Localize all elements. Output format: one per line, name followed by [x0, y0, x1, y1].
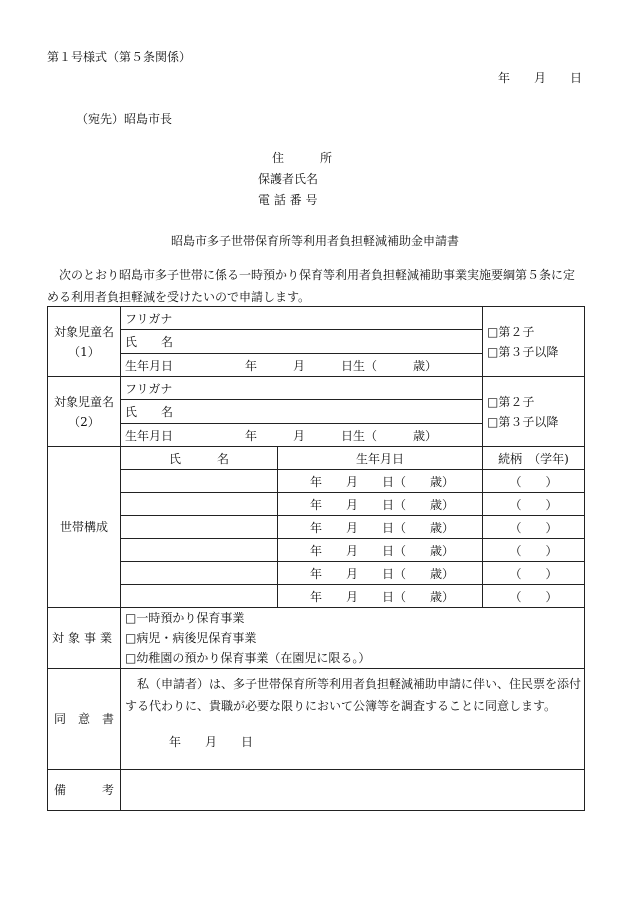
member-name-field[interactable] [121, 493, 278, 516]
document-title: 昭島市多子世帯保育所等利用者負担軽減補助金申請書 [170, 234, 459, 248]
household-row [48, 493, 585, 516]
member-birth-field[interactable]: 年 月 日（ 歳） [278, 470, 483, 493]
applicant-block [258, 148, 332, 211]
address-label: 住 所 [272, 151, 333, 165]
services-options [121, 608, 585, 669]
child1-furigana-row [48, 307, 585, 330]
household-row [48, 585, 585, 608]
member-name-field[interactable] [121, 539, 278, 562]
member-relation-field[interactable]: （ ） [483, 562, 585, 585]
child2-furigana-row [48, 377, 585, 400]
consent-label: 同 意 書 [48, 669, 121, 770]
member-relation-field[interactable]: （ ） [483, 493, 585, 516]
child2-order-checks [483, 377, 585, 447]
submission-date: 年 月 日 [497, 71, 582, 85]
child1-number: （1） [68, 344, 100, 359]
child2-second-checkbox[interactable]: □第２子 [487, 394, 535, 409]
addressee: （宛先）昭島市長 [76, 112, 173, 126]
guardian-name-label: 保護者氏名 [258, 172, 319, 186]
service-temporary-checkbox[interactable]: □一時預かり保育事業 [125, 611, 245, 625]
member-name-field[interactable] [121, 516, 278, 539]
member-birth-field[interactable]: 年 月 日（ 歳） [278, 585, 483, 608]
services-label: 対象事業 [48, 608, 121, 669]
member-birth-field[interactable]: 年 月 日（ 歳） [278, 516, 483, 539]
member-name-field[interactable] [121, 470, 278, 493]
household-col-relation: 続柄 （学年) [483, 447, 585, 470]
remarks-label: 備 考 [48, 770, 121, 811]
member-name-field[interactable] [121, 585, 278, 608]
form-number: 第１号様式（第５条関係） [47, 50, 192, 64]
household-row [48, 516, 585, 539]
consent-cell [121, 669, 585, 770]
child2-label: 対象児童名 [53, 394, 114, 409]
child1-label-cell [48, 307, 121, 377]
remarks-row [48, 770, 585, 811]
household-row [48, 470, 585, 493]
child1-order-checks [483, 307, 585, 377]
child2-name-field[interactable]: 氏 名 [121, 400, 483, 424]
child1-second-checkbox[interactable]: □第２子 [487, 324, 535, 339]
service-kindergarten-checkbox[interactable]: □幼稚園の預かり保育事業（在園児に限る。） [125, 651, 371, 665]
household-row [48, 539, 585, 562]
remarks-field[interactable] [121, 770, 585, 811]
child2-furigana-field[interactable]: フリガナ [121, 377, 483, 400]
household-col-birth: 生年月日 [278, 447, 483, 470]
member-relation-field[interactable]: （ ） [483, 539, 585, 562]
child1-third-checkbox[interactable]: □第３子以降 [487, 344, 559, 359]
household-col-name: 氏 名 [121, 447, 278, 470]
intro-paragraph: 次のとおり昭島市多子世帯に係る一時預かり保育等利用者負担軽減補助事業実施要綱第５条に定める利用者負担軽減を受けたいので申請します。 [47, 268, 576, 304]
services-row [48, 608, 585, 669]
child2-label-cell [48, 377, 121, 447]
phone-label: 電 話 番 号 [258, 193, 318, 207]
member-relation-field[interactable]: （ ） [483, 585, 585, 608]
child1-birth-field[interactable]: 生年月日 年 月 日生（ 歳） [121, 354, 483, 377]
child2-third-checkbox[interactable]: □第３子以降 [487, 414, 559, 429]
child1-label: 対象児童名 [53, 324, 114, 339]
consent-row [48, 669, 585, 770]
member-relation-field[interactable]: （ ） [483, 470, 585, 493]
child2-number: （2） [68, 414, 100, 429]
member-birth-field[interactable]: 年 月 日（ 歳） [278, 493, 483, 516]
member-name-field[interactable] [121, 562, 278, 585]
household-row [48, 562, 585, 585]
application-table [47, 306, 585, 811]
child2-birth-field[interactable]: 生年月日 年 月 日生（ 歳） [121, 424, 483, 447]
consent-date[interactable]: 年 月 日 [169, 735, 254, 749]
member-birth-field[interactable]: 年 月 日（ 歳） [278, 562, 483, 585]
service-sick-child-checkbox[interactable]: □病児・病後児保育事業 [125, 631, 257, 645]
member-relation-field[interactable]: （ ） [483, 516, 585, 539]
household-label: 世帯構成 [48, 447, 121, 608]
child1-furigana-field[interactable]: フリガナ [121, 307, 483, 330]
child1-name-field[interactable]: 氏 名 [121, 330, 483, 354]
member-birth-field[interactable]: 年 月 日（ 歳） [278, 539, 483, 562]
consent-text: 私（申請者）は、多子世帯保育所等利用者負担軽減補助申請に伴い、住民票を添付する代わりに、貴職が必要な限りにおいて公簿等を調査することに同意します。 [125, 677, 582, 713]
household-header-row [48, 447, 585, 470]
